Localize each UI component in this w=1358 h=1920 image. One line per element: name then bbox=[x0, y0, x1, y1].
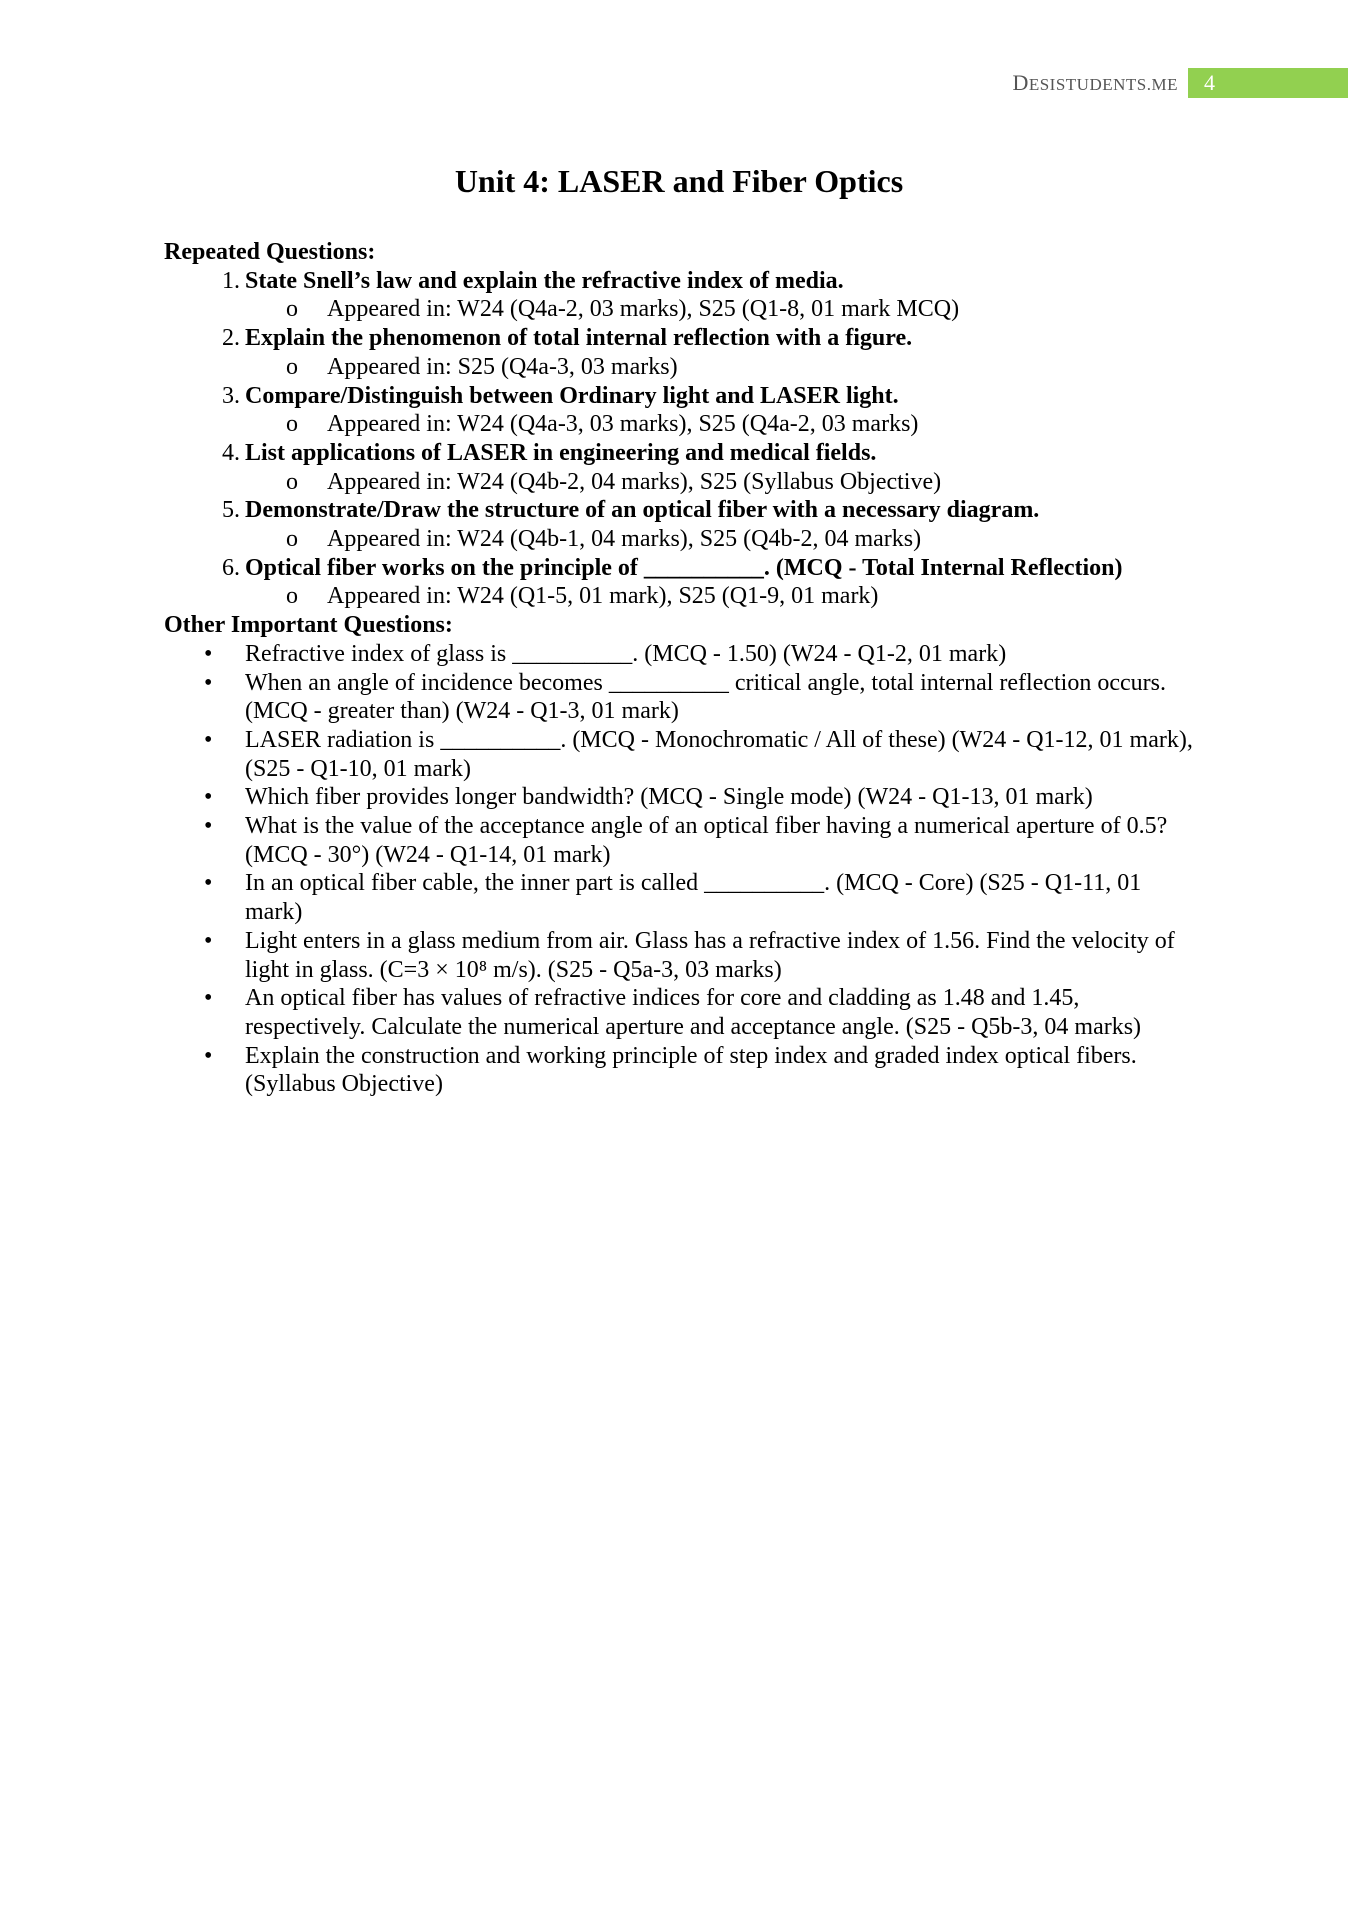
list-item: 1. State Snell’s law and explain the refractive index of media. bbox=[222, 267, 844, 294]
list-item: 4. List applications of LASER in engineering and medical fields. bbox=[222, 439, 877, 466]
page-title: Unit 4: LASER and Fiber Optics bbox=[454, 163, 904, 199]
list-item: 2. Explain the phenomenon of total internal reflection with a figure. bbox=[222, 325, 913, 352]
appeared-in: o Appeared in: W24 (Q4a-2, 03 marks), S25 (Q1-8, 01 mark MCQ) bbox=[286, 296, 960, 323]
appeared-in: o Appeared in: W24 (Q4a-3, 03 marks), S25 (Q4a-2, 03 marks) bbox=[286, 411, 919, 438]
list-item: • What is the value of the acceptance angle of an optical fiber having a numerical aperture of 0.5? (MCQ - 30°) (W24 - Q1-14, 01 mark) bbox=[204, 813, 1168, 868]
appeared-in: o Appeared in: S25 (Q4a-3, 03 marks) bbox=[286, 353, 678, 380]
list-item: 6. Optical fiber works on the principle of __________. (MCQ - Total Internal Reflection) bbox=[222, 554, 1123, 581]
list-item: • An optical fiber has values of refractive indices for core and cladding as 1.48 and 1.45, respectively. Calculate the numerical aperture and acceptance angle. (S25 - Q5b-3, 04 marks) bbox=[204, 985, 1142, 1040]
list-item: 5. Demonstrate/Draw the structure of an optical fiber with a necessary diagram. bbox=[222, 497, 1040, 524]
repeated-questions-list bbox=[164, 267, 1204, 611]
other-questions-list bbox=[164, 640, 1204, 1099]
list-item: • Refractive index of glass is __________. (MCQ - 1.50) (W24 - Q1-2, 01 mark) bbox=[204, 640, 1007, 667]
list-item: • Explain the construction and working principle of step index and graded index optical fibers. (Syllabus Objective) bbox=[204, 1042, 1137, 1098]
list-item: • Which fiber provides longer bandwidth? (MCQ - Single mode) (W24 - Q1-13, 01 mark) bbox=[204, 784, 1093, 811]
document-body bbox=[164, 238, 1204, 1099]
list-item: • In an optical fiber cable, the inner part is called __________. (MCQ - Core) (S25 - Q1-11, 01 mark) bbox=[204, 870, 1142, 926]
site-name: DESISTUDENTS.ME bbox=[1012, 70, 1178, 95]
appeared-in: o Appeared in: W24 (Q4b-1, 04 marks), S25 (Q4b-2, 04 marks) bbox=[286, 526, 922, 553]
repeated-questions-heading: Repeated Questions: bbox=[164, 239, 376, 265]
list-item: • When an angle of incidence becomes __________ critical angle, total internal reflection occurs. (MCQ - greater than) (W24 - Q1-3, 01 mark) bbox=[204, 669, 1166, 725]
page-header bbox=[0, 68, 1358, 98]
list-item: 3. Compare/Distinguish between Ordinary light and LASER light. bbox=[222, 382, 899, 409]
appeared-in: o Appeared in: W24 (Q4b-2, 04 marks), S25 (Syllabus Objective) bbox=[286, 468, 942, 495]
list-item: • Light enters in a glass medium from air. Glass has a refractive index of 1.56. Find the velocity of light in glass. (C=3 × 10⁸ m/s). (S25 - Q5a-3, 03 marks) bbox=[204, 927, 1175, 983]
list-item: • LASER radiation is __________. (MCQ - Monochromatic / All of these) (W24 - Q1-12, 01 mark), (S25 - Q1-10, 01 mark) bbox=[204, 726, 1193, 782]
other-questions-heading: Other Important Questions: bbox=[164, 612, 453, 639]
page-number: 4 bbox=[1188, 68, 1348, 98]
appeared-in: o Appeared in: W24 (Q1-5, 01 mark), S25 (Q1-9, 01 mark) bbox=[286, 583, 879, 610]
